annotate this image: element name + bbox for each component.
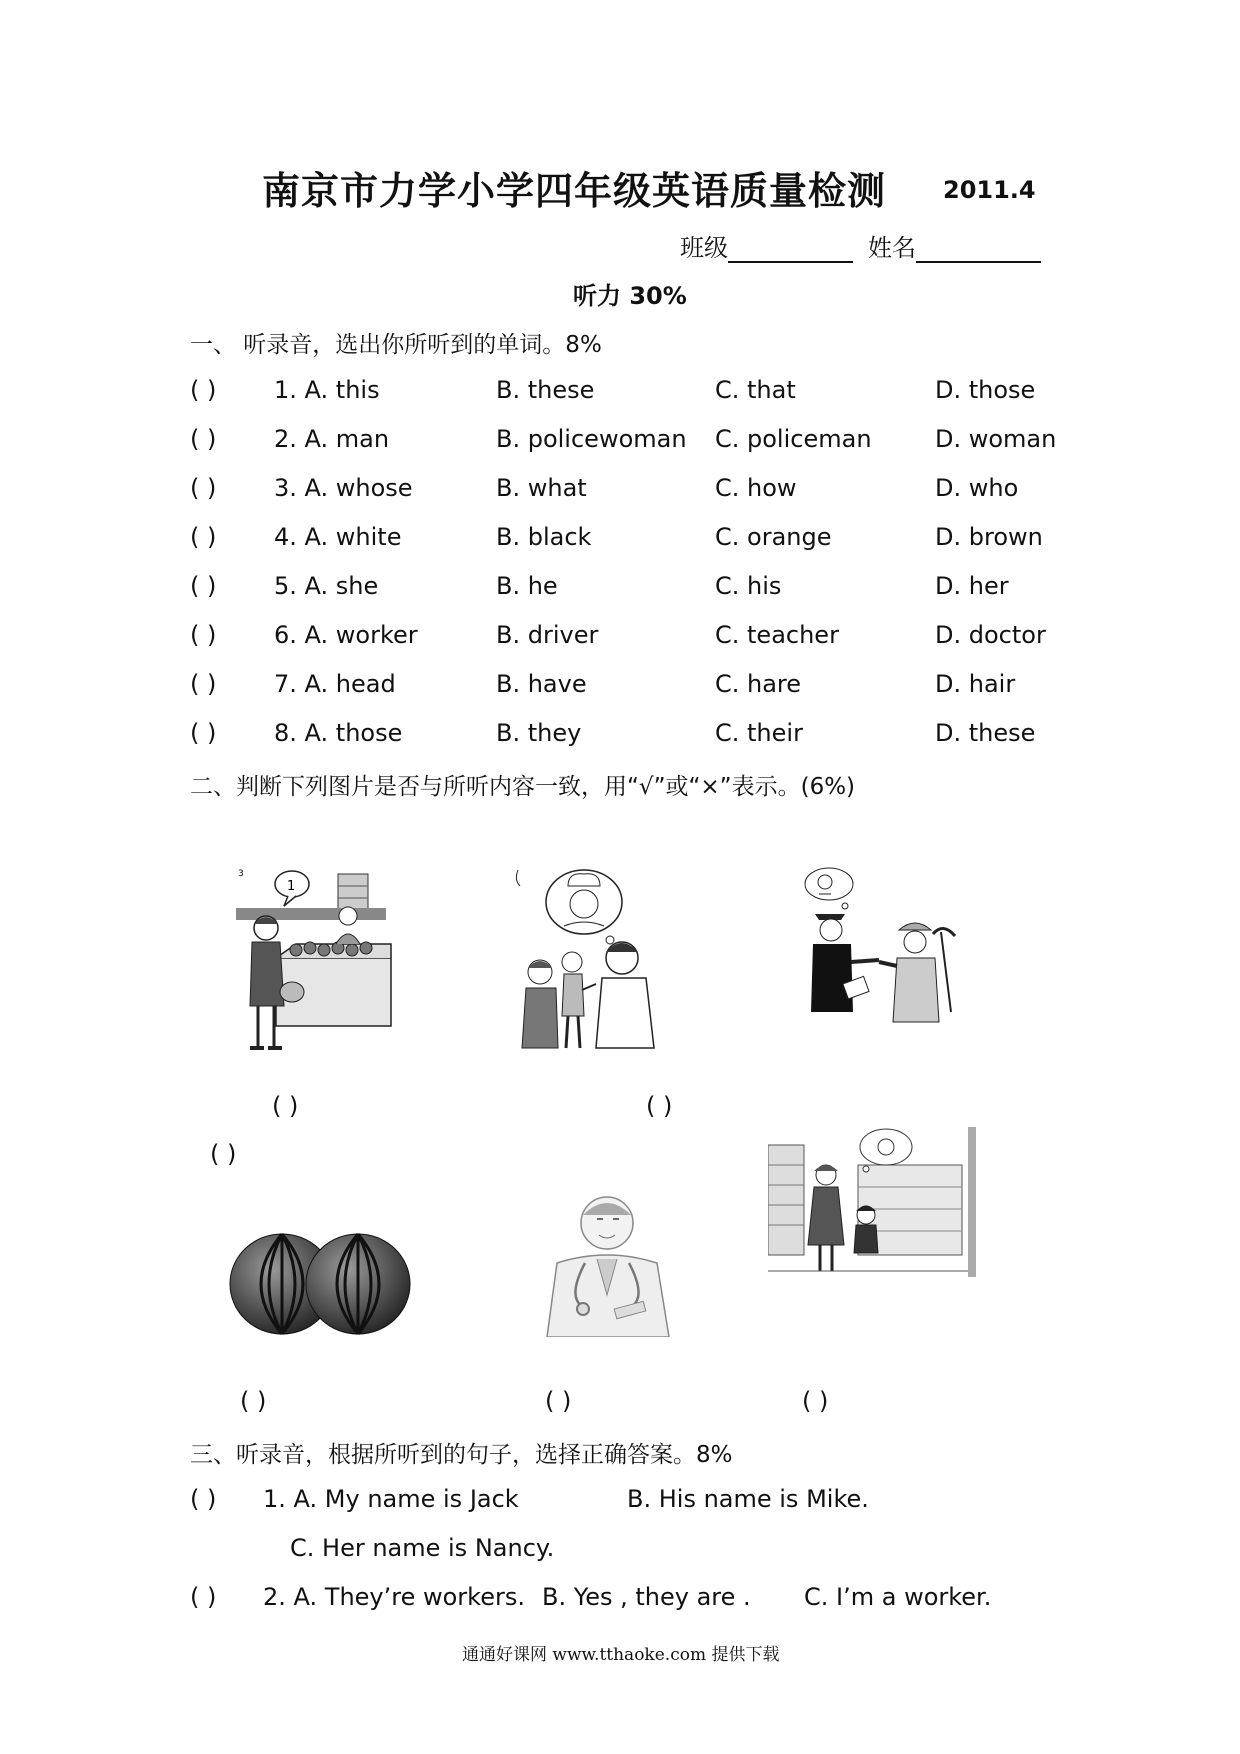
policeman-farmer-illustration (795, 862, 970, 1032)
page-title: 南京市力学小学四年级英语质量检测 (262, 169, 887, 213)
option-c: C. I’m a worker. (804, 1583, 992, 1611)
answer-blank-5[interactable]: ( ) (545, 1387, 572, 1415)
name-blank[interactable] (916, 233, 1041, 263)
answer-paren[interactable]: ( ) (190, 621, 217, 649)
option-c: C. how (715, 474, 797, 502)
family-cook-dream-illustration (512, 866, 682, 1066)
class-label: 班级 (680, 234, 728, 262)
option-d: D. who (935, 474, 1019, 502)
section1-heading: 一、 听录音，选出你所听到的单词。8% (190, 332, 602, 358)
picture-number: 3 (238, 869, 244, 879)
option-b: B. policewoman (496, 425, 687, 453)
option-a: 6. A. worker (274, 621, 418, 649)
option-b: B. have (496, 670, 587, 698)
option-a: 8. A. those (274, 719, 403, 747)
option-d: D. hair (935, 670, 1016, 698)
watermelons-illustration (226, 1228, 416, 1338)
option-a: 1. A. this (274, 376, 380, 404)
answer-paren[interactable]: ( ) (190, 670, 217, 698)
answer-blank-2[interactable]: ( ) (646, 1092, 673, 1120)
speech-bubble-number: 1 (287, 879, 296, 894)
section2-heading: 二、判断下列图片是否与所听内容一致，用“√”或“×”表示。(6%) (190, 774, 856, 800)
option-d: D. her (935, 572, 1009, 600)
option-a: 7. A. head (274, 670, 396, 698)
option-b: B. what (496, 474, 587, 502)
option-d: D. brown (935, 523, 1043, 551)
option-b: B. Yes , they are . (542, 1583, 751, 1611)
option-a: 4. A. white (274, 523, 402, 551)
answer-paren[interactable]: ( ) (190, 719, 217, 747)
option-c: C. Her name is Nancy. (290, 1534, 555, 1562)
answer-paren[interactable]: ( ) (190, 523, 217, 551)
option-d: D. these (935, 719, 1036, 747)
section3-heading: 三、听录音，根据所听到的句子，选择正确答案。8% (190, 1442, 733, 1468)
answer-paren[interactable]: ( ) (190, 474, 217, 502)
option-b: B. they (496, 719, 582, 747)
option-b: B. His name is Mike. (627, 1485, 869, 1513)
option-b: B. he (496, 572, 558, 600)
option-a: 3. A. whose (274, 474, 413, 502)
option-c: C. hare (715, 670, 802, 698)
option-c: C. teacher (715, 621, 839, 649)
answer-blank-1[interactable]: ( ) (272, 1092, 299, 1120)
option-c: C. their (715, 719, 803, 747)
option-a: 5. A. she (274, 572, 379, 600)
option-c: C. that (715, 376, 796, 404)
footer-credit: 通通好课网 www.tthaoke.com 提供下载 (462, 1645, 780, 1665)
option-a: 1. A. My name is Jack (263, 1485, 519, 1513)
option-a: 2. A. man (274, 425, 390, 453)
answer-paren[interactable]: ( ) (190, 425, 217, 453)
option-c: C. policeman (715, 425, 872, 453)
option-d: D. woman (935, 425, 1057, 453)
answer-blank-6[interactable]: ( ) (802, 1387, 829, 1415)
option-b: B. these (496, 376, 595, 404)
answer-paren[interactable]: ( ) (190, 572, 217, 600)
answer-paren[interactable]: ( ) (190, 1583, 217, 1611)
option-c: C. his (715, 572, 782, 600)
name-field[interactable] (868, 228, 1041, 263)
option-a: 2. A. They’re workers. (263, 1583, 525, 1611)
option-d: D. those (935, 376, 1036, 404)
option-b: B. driver (496, 621, 599, 649)
doctor-illustration (527, 1185, 687, 1337)
mother-child-dream-illustration (768, 1125, 978, 1283)
answer-blank-3[interactable]: ( ) (210, 1140, 237, 1168)
market-shopping-illustration (236, 866, 396, 1066)
exam-date: 2011.4 (943, 176, 1036, 204)
option-d: D. doctor (935, 621, 1046, 649)
name-label: 姓名 (868, 234, 916, 262)
answer-blank-4[interactable]: ( ) (240, 1387, 267, 1415)
option-b: B. black (496, 523, 592, 551)
answer-paren[interactable]: ( ) (190, 376, 217, 404)
class-field[interactable] (680, 228, 853, 263)
class-blank[interactable] (728, 233, 853, 263)
listening-heading: 听力 30% (573, 282, 687, 310)
option-c: C. orange (715, 523, 832, 551)
answer-paren[interactable]: ( ) (190, 1485, 217, 1513)
